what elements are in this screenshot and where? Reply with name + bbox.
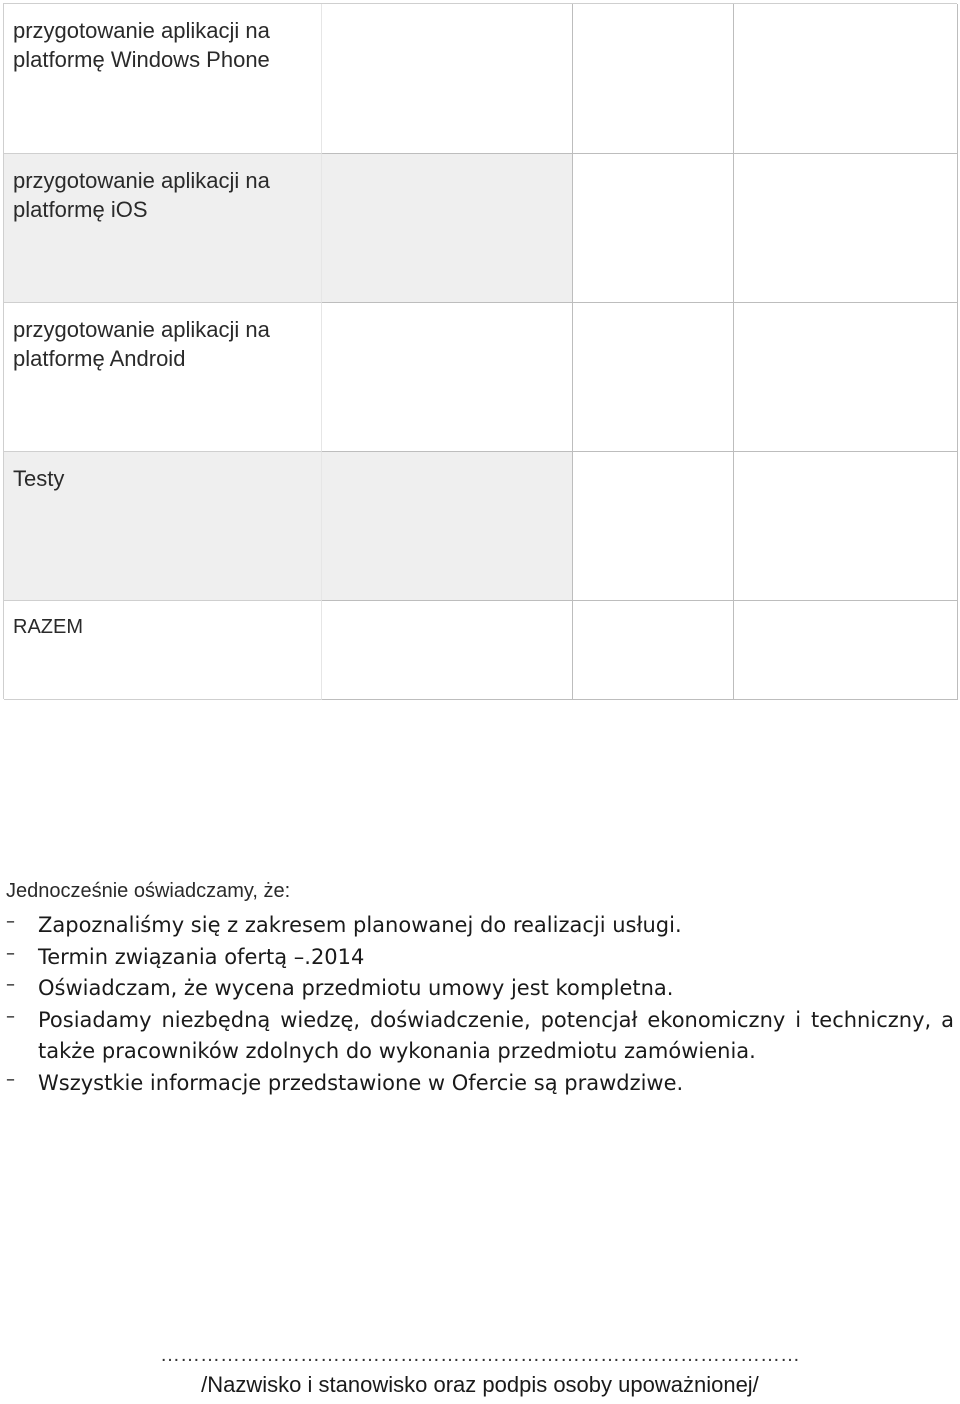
table-cell — [322, 154, 573, 303]
list-item — [6, 910, 958, 942]
list-item-text: Termin związania ofertą –.2014 — [38, 944, 365, 969]
row-label-cell — [4, 4, 322, 154]
table-cell — [322, 601, 573, 700]
table-cell — [734, 601, 958, 700]
list-item-text: Posiadamy niezbędną wiedzę, doświadczenie, potencjał ekonomiczny i techniczny, a także pracowników zdolnych do wykonania przedmiotu zamówienia. — [38, 1007, 954, 1063]
table-cell — [322, 452, 573, 601]
signature-label: /Nazwisko i stanowisko oraz podpis osoby upoważnionej/ — [201, 1372, 759, 1397]
table-cell — [322, 303, 573, 452]
table-cell — [734, 154, 958, 303]
dash-bullet: – — [6, 974, 15, 995]
declaration-intro: Jednocześnie oświadczamy, że: — [6, 880, 291, 902]
table-cell — [573, 303, 734, 452]
row-label: RAZEM — [13, 616, 83, 638]
table-cell — [573, 4, 734, 154]
table-cell — [734, 452, 958, 601]
declaration-list — [6, 910, 958, 1099]
row-label: przygotowanie aplikacji na platformę Windows Phone — [13, 18, 270, 72]
dash-bullet: – — [6, 1005, 15, 1027]
table-cell — [573, 452, 734, 601]
list-item — [6, 1005, 958, 1068]
dash-bullet: – — [6, 911, 15, 932]
table-cell — [573, 601, 734, 700]
list-item — [6, 1068, 958, 1100]
signature-dotted-line: …………………………………………………………………………………… — [160, 1344, 800, 1366]
row-label-cell — [4, 154, 322, 303]
row-label: przygotowanie aplikacji na platformę iOS — [13, 168, 270, 222]
declaration-section — [6, 878, 958, 1099]
dash-bullet: – — [6, 942, 15, 964]
list-item — [6, 973, 958, 1005]
table-cell — [734, 4, 958, 154]
table-cell — [322, 4, 573, 154]
list-item-text: Wszystkie informacje przedstawione w Ofercie są prawdziwe. — [38, 1070, 684, 1095]
row-label: przygotowanie aplikacji na platformę Android — [13, 317, 270, 371]
table-cell — [573, 154, 734, 303]
table-cell — [734, 303, 958, 452]
row-label: Testy — [13, 466, 65, 491]
list-item — [6, 942, 958, 974]
list-item-text: Zapoznaliśmy się z zakresem planowanej do realizacji usługi. — [38, 913, 682, 937]
row-label-cell — [4, 601, 322, 700]
row-label-cell — [4, 303, 322, 452]
dash-bullet: – — [6, 1068, 15, 1090]
offer-table — [3, 3, 957, 699]
row-label-cell — [4, 452, 322, 601]
list-item-text: Oświadczam, że wycena przedmiotu umowy jest kompletna. — [38, 976, 674, 1000]
